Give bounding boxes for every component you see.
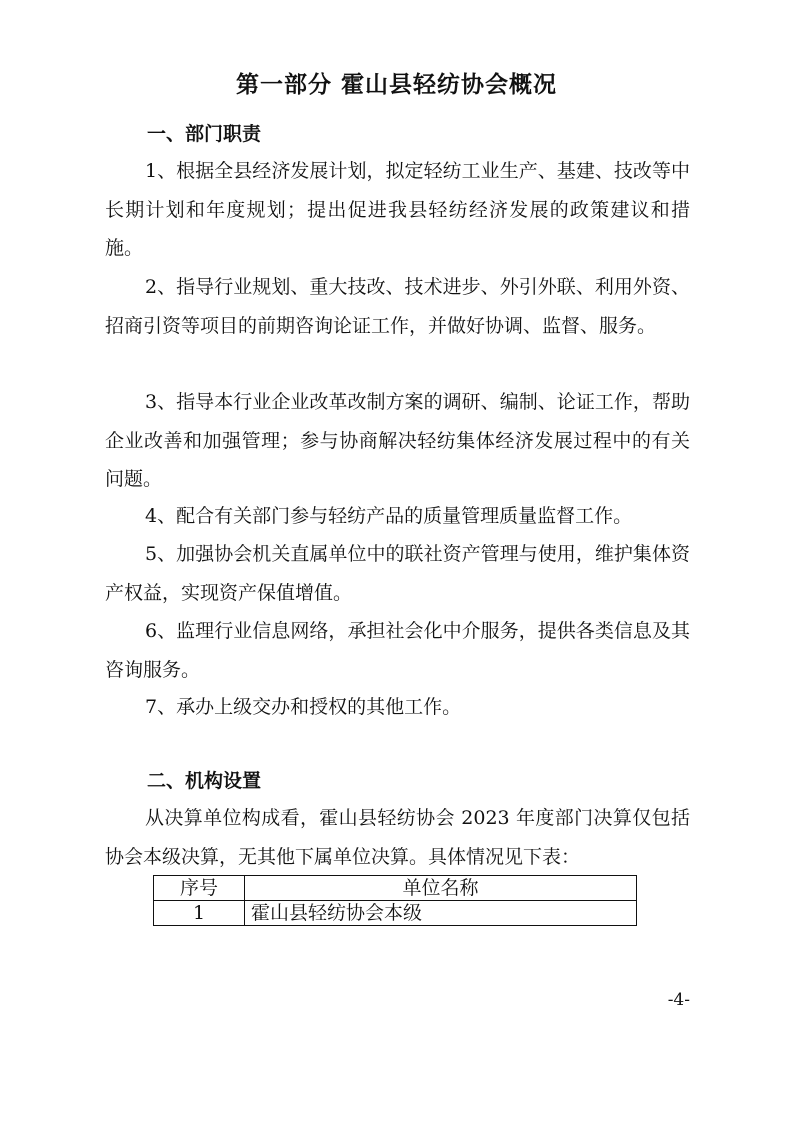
cell-serial-number: 1 — [154, 901, 245, 926]
header-unit-name: 单位名称 — [245, 876, 637, 901]
duty-paragraph-5: 5、加强协会机关直属单位中的联社资产管理与使用，维护集体资产权益，实现资产保值增值。 — [105, 543, 690, 604]
page-title: 第一部分 霍山县轻纺协会概况 — [235, 72, 557, 98]
organization-paragraph: 从决算单位构成看，霍山县轻纺协会 2023 年度部门决算仅包括协会本级决算，无其他下属单位决算。具体情况见下表： — [105, 807, 690, 868]
duty-paragraph-1: 1、根据全县经济发展计划，拟定轻纺工业生产、基建、技改等中长期计划和年度规划；提出促进我县轻纺经济发展的政策建议和措施。 — [105, 160, 690, 259]
section-heading-organization: 二、机构设置 — [147, 770, 262, 792]
duty-paragraph-6: 6、监理行业信息网络，承担社会化中介服务，提供各类信息及其咨询服务。 — [105, 620, 690, 681]
duty-paragraph-3: 3、指导本行业企业改革改制方案的调研、编制、论证工作，帮助企业改善和加强管理；参与协商解决轻纺集体经济发展过程中的有关问题。 — [105, 391, 690, 490]
section-heading-duties: 一、部门职责 — [147, 123, 262, 145]
page-number: -4- — [667, 990, 690, 1010]
cell-unit-name: 霍山县轻纺协会本级 — [245, 901, 637, 926]
header-serial-number: 序号 — [154, 876, 245, 901]
unit-table — [153, 875, 637, 926]
duty-paragraph-7: 7、承办上级交办和授权的其他工作。 — [145, 696, 462, 718]
duty-paragraph-4: 4、配合有关部门参与轻纺产品的质量管理质量监督工作。 — [145, 505, 633, 527]
table-row — [154, 901, 637, 926]
duty-paragraph-2: 2、指导行业规划、重大技改、技术进步、外引外联、利用外资、招商引资等项目的前期咨询论证工作，并做好协调、监督、服务。 — [105, 276, 690, 337]
table-header-row — [154, 876, 637, 901]
